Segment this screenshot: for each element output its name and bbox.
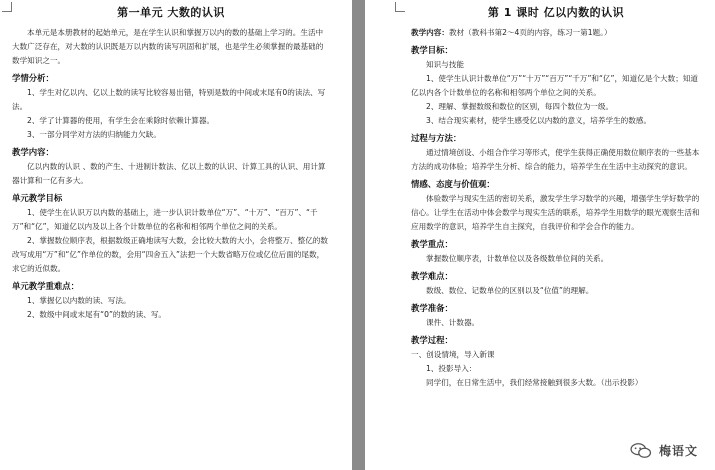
process-paragraph: 通过情境创设、小组合作学习等形式，使学生获得正确使用数位顺序表的一些基本方法的成功体验；培养学生分析、综合的能力，培养学生在生活中主动探究的意识。	[411, 148, 700, 171]
section-heading-procedure: 教学过程：	[411, 335, 453, 345]
list-item: 2、掌握数位顺序表，根据数级正确地读写大数，会比较大数的大小，会将整万、整亿的数改写成用“万”和“亿”作单位的数，会用“四舍五入”法把一个大数省略万位或亿位后面的尾数，求它的近似数。	[12, 236, 328, 273]
attitude-paragraph: 体验数学与现实生活的密切关系，激发学生学习数学的兴趣，增强学生学好数学的信心。让学生在活动中体会数学与现实生活的联系，培养学生用数学的眼光观察生活和应用数学的意识，培养学生自主探究，自我评价和学会合作的能力。	[411, 194, 700, 231]
section-heading-analysis: 学情分析：	[12, 73, 54, 83]
chat-bubble-icon	[630, 442, 652, 460]
list-item: 3、一部分同学对方法的归纳能力欠缺。	[27, 130, 161, 139]
watermark	[630, 441, 701, 460]
step-text: 同学们，在日常生活中，我们经常接触到很多大数。（出示投影）	[426, 378, 643, 387]
intro-paragraph: 本单元是本册教材的起始单元，是在学生认识和掌握万以内的数的基础上学习的。生活中大数广泛存在，对大数的认识既是万以内数的读写巩固和扩展，也是学生必须掌握的最基础的数学知识之一。	[12, 28, 324, 65]
section-heading-goals: 教学目标：	[411, 45, 453, 55]
list-item: 1、掌握亿以内数的读、写法。	[27, 296, 131, 305]
prep-paragraph: 课件、计数器。	[426, 318, 480, 327]
list-item: 1、使学生认识计数单位“万”“十万”“百万”“千万”和“亿”，知道亿是个大数；知道亿以内各个计数单位的名称和相邻两个单位之间的关系。	[411, 74, 698, 97]
step-subheading: 1、投影导入：	[426, 364, 477, 373]
document-page-left	[0, 0, 352, 470]
section-heading-content: 教学内容：	[12, 147, 54, 157]
subheading-knowledge: 知识与技能	[426, 60, 464, 69]
content-label: 教学内容：	[411, 28, 449, 37]
page-gap	[352, 0, 365, 470]
content-paragraph: 亿以内数的认识 、数的产生、十进制计数法、亿以上数的认识、计算工具的认识、用计算器计算和一亿有多大。	[12, 162, 326, 185]
page-title: 第 1 课时 亿以内数的认识	[487, 6, 625, 19]
section-heading-goals: 单元教学目标	[12, 193, 63, 203]
section-heading-key: 教学重点：	[411, 239, 453, 249]
section-heading-difficulty: 单元教学重难点：	[12, 281, 79, 291]
content-text: 教材（教科书第2～4页的内容，练习一第1题。）	[448, 28, 612, 37]
step-heading: 一、创设情境，导入新课	[411, 350, 495, 359]
key-paragraph: 掌握数位顺序表，计数单位以及各级数单位间的关系。	[426, 254, 609, 263]
margin-corner-marker	[2, 2, 12, 12]
page-title: 第一单元 大数的认识	[117, 6, 225, 19]
list-item: 2、理解、掌握数级和数位的区别，每四个数位为一级。	[426, 102, 614, 111]
hard-paragraph: 数级、数位、记数单位的区别以及“位值”的理解。	[426, 286, 594, 295]
watermark-text: 梅语文	[656, 441, 701, 460]
list-item: 1、学生对亿以内、亿以上数的读写比较容易出错，特别是数的中间或末尾有0的读法、写法。	[12, 88, 326, 111]
list-item: 2、数级中间或末尾有“0”的数的读、写。	[27, 310, 167, 319]
section-heading-attitude: 情感、态度与价值观：	[411, 179, 495, 189]
list-item: 1、使学生在认识万以内数的基础上，进一步认识计数单位“万”、“十万”、“百万”、“千万”和“亿”，知道亿以内及以上各个计数单位的名称和相邻两个单位之间的关系。	[12, 208, 318, 231]
content-line	[411, 26, 701, 40]
list-item: 3、结合现实素材，使学生感受亿以内数的意义，培养学生的数感。	[426, 116, 652, 125]
section-heading-process: 过程与方法：	[411, 133, 462, 143]
section-heading-hard: 教学难点：	[411, 271, 453, 281]
section-heading-prep: 教学准备：	[411, 303, 453, 313]
list-item: 2、学了计算器的使用，有学生会在乘除时依赖计算器。	[27, 116, 215, 125]
margin-corner-marker	[395, 2, 405, 12]
document-page-right	[365, 0, 715, 470]
